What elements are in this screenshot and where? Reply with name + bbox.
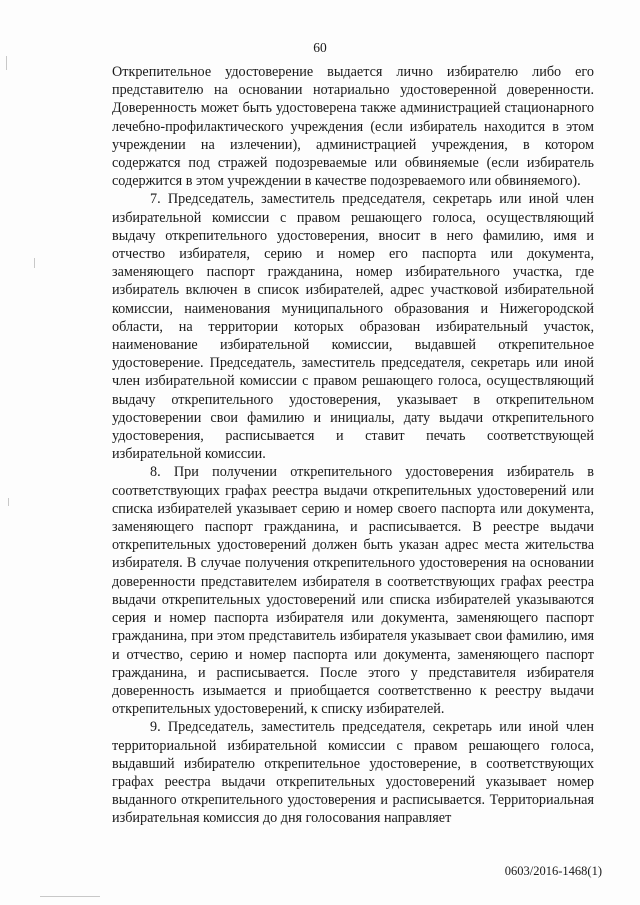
document-body (112, 63, 594, 828)
page-number: 60 (313, 40, 327, 55)
scan-artifact (8, 498, 9, 506)
scan-artifact (40, 896, 100, 897)
paragraph-continuation: Открепительное удостоверение выдается лично избирателю либо его представителю на основании нотариально удостоверенной доверенности. Доверенность может быть удостоверена также администрацией стационарного лечебно-профилактического учреждения (если избиратель находится в этом учреждении на излечении), администрацией учреждения, в котором содержатся под стражей подозреваемые или обвиняемые (если избиратель содержится в этом учреждении в качестве подозреваемого или обвиняемого). (112, 64, 594, 190)
paragraph-item-7: 7. Председатель, заместитель председателя, секретарь или иной член избирательной комиссии с правом решающего голоса, осуществляющий выдачу открепительного удостоверения, вносит в него фамилию, имя и отчество избирателя, серию и номер его паспорта или документа, заменяющего паспорт гражданина, номер избирательного участка, где избиратель включен в список избирателей, адрес участковой избирательной комиссии, наименования муниципального образования и Нижегородской области, на территории которых образован избирательный участок, наименование избирательной комиссии, выдавшей открепительное удостоверение. Председатель, заместитель председателя, секретарь или иной член избирательной комиссии с правом решающего голоса, осуществляющий выдачу открепительного удостоверения, указывает в открепительном удостоверении свои фамилию и инициалы, дату выдачи открепительного удостоверения, расписывается и ставит печать соответствующей избирательной комиссии. (112, 191, 594, 463)
paragraph-item-9: 9. Председатель, заместитель председателя, секретарь или иной член территориальной избирательной комиссии с правом решающего голоса, выдавший избирателю открепительное удостоверение, в соответствующих графах реестра выдачи открепительных удостоверений указывает номер выданного открепительного удостоверения и расписывается. Территориальная избирательная комиссия до дня голосования направляет (112, 719, 594, 827)
paragraph-item-8: 8. При получении открепительного удостоверения избиратель в соответствующих графах реестра выдачи открепительных удостоверений или списка избирателей указывает серию и номер своего паспорта или документа, заменяющего паспорт гражданина, и расписывается. В реестре выдачи открепительных удостоверений должен быть указан адрес места жительства избирателя. В случае получения открепительного удостоверения на основании доверенности представителем избирателя в соответствующих графах реестра выдачи открепительных удостоверений или списка избирателей указываются серия и номер паспорта избирателя или документа, заменяющего паспорт гражданина, при этом представитель избирателя указывает свои фамилию, имя и отчество, серию и номер паспорта или документа, заменяющего паспорт гражданина, и расписывается. После этого у представителя избирателя доверенность изымается и приобщается соответственно к реестру выдачи открепительных удостоверений, к списку избирателей. (112, 464, 594, 718)
scan-artifact (34, 258, 35, 268)
scan-artifact (6, 56, 7, 70)
document-code: 0603/2016-1468(1) (504, 864, 602, 878)
